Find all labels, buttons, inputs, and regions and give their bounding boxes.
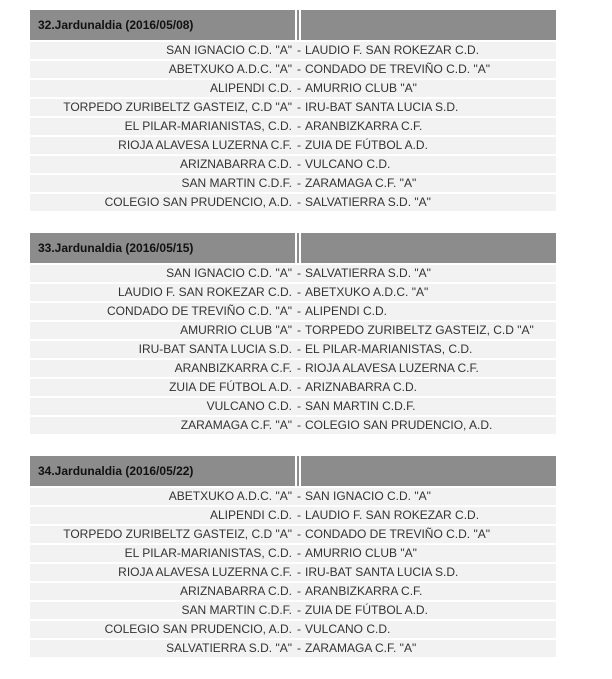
away-team: IRU-BAT SANTA LUCIA S.D. [305,100,459,114]
match-row [30,524,556,543]
home-team: CONDADO DE TREVIÑO C.D. "A" [107,304,292,318]
match-row [30,320,556,339]
match-row [30,263,556,282]
away-team: IRU-BAT SANTA LUCIA S.D. [305,565,459,579]
match-separator: - [297,342,301,356]
match-row [30,358,556,377]
match-row [30,301,556,320]
match-row [30,415,556,434]
match-row [30,581,556,600]
away-team: VULCANO C.D. [305,622,391,636]
match-separator: - [297,641,301,655]
away-team: SAN MARTIN C.D.F. [305,399,416,413]
match-separator: - [297,43,301,57]
away-team: ZARAMAGA C.F. "A" [305,176,417,190]
away-team: ARANBIZKARRA C.F. [305,119,423,133]
home-team: SAN IGNACIO C.D. "A" [166,43,292,57]
match-row [30,339,556,358]
match-row [30,619,556,638]
match-row [30,135,556,154]
home-team: AMURRIO CLUB "A" [180,323,292,337]
home-team: RIOJA ALAVESA LUZERNA C.F. [118,565,292,579]
fixtures-list [30,10,556,679]
round-header [30,10,556,40]
match-separator: - [297,361,301,375]
match-separator: - [297,508,301,522]
match-separator: - [297,62,301,76]
match-separator: - [297,119,301,133]
home-team: ARIZNABARRA C.D. [179,584,292,598]
round-section [30,233,556,434]
match-separator: - [297,285,301,299]
away-team: SALVATIERRA S.D. "A" [305,195,431,209]
home-team: ALIPENDI C.D. [209,508,292,522]
away-team: LAUDIO F. SAN ROKEZAR C.D. [305,43,480,57]
match-separator: - [297,138,301,152]
away-team: CONDADO DE TREVIÑO C.D. "A" [305,62,490,76]
match-row [30,396,556,415]
away-team: VULCANO C.D. [305,157,391,171]
match-row [30,282,556,301]
away-team: ZUIA DE FÚTBOL A.D. [305,603,428,617]
round-section [30,456,556,657]
away-team: ARANBIZKARRA C.F. [305,584,423,598]
round-header [30,233,556,263]
match-row [30,59,556,78]
match-separator: - [297,176,301,190]
away-team: ARIZNABARRA C.D. [305,380,418,394]
home-team: LAUDIO F. SAN ROKEZAR C.D. [117,285,292,299]
header-blank-cell [301,233,556,263]
away-team: ALIPENDI C.D. [305,304,388,318]
home-team: SAN MARTIN C.D.F. [181,603,292,617]
match-separator: - [297,603,301,617]
match-separator: - [297,380,301,394]
match-separator: - [297,323,301,337]
round-title: 33.Jardunaldia (2016/05/15) [38,241,194,255]
match-separator: - [297,622,301,636]
match-separator: - [297,157,301,171]
home-team: TORPEDO ZURIBELTZ GASTEIZ, C.D "A" [63,527,292,541]
home-team: EL PILAR-MARIANISTAS, C.D. [124,546,292,560]
home-team: ABETXUKO A.D.C. "A" [168,62,292,76]
round-title: 34.Jardunaldia (2016/05/22) [38,464,194,478]
match-row [30,97,556,116]
away-team: COLEGIO SAN PRUDENCIO, A.D. [305,418,493,432]
home-team: ALIPENDI C.D. [209,81,292,95]
away-team: RIOJA ALAVESA LUZERNA C.F. [305,361,479,375]
home-team: IRU-BAT SANTA LUCIA S.D. [138,342,292,356]
home-team: EL PILAR-MARIANISTAS, C.D. [124,119,292,133]
home-team: TORPEDO ZURIBELTZ GASTEIZ, C.D "A" [63,100,292,114]
away-team: SAN IGNACIO C.D. "A" [305,489,431,503]
match-row [30,154,556,173]
match-row [30,600,556,619]
home-team: COLEGIO SAN PRUDENCIO, A.D. [104,195,292,209]
match-row [30,638,556,657]
home-team: SAN MARTIN C.D.F. [181,176,292,190]
match-row [30,543,556,562]
header-blank-cell [301,456,556,486]
match-separator: - [297,81,301,95]
match-separator: - [297,100,301,114]
home-team: COLEGIO SAN PRUDENCIO, A.D. [104,622,292,636]
away-team: CONDADO DE TREVIÑO C.D. "A" [305,527,490,541]
home-team: RIOJA ALAVESA LUZERNA C.F. [118,138,292,152]
round-title: 32.Jardunaldia (2016/05/08) [38,18,194,32]
match-row [30,486,556,505]
away-team: SALVATIERRA S.D. "A" [305,266,431,280]
match-row [30,78,556,97]
match-row [30,505,556,524]
home-team: ZARAMAGA C.F. "A" [180,418,292,432]
home-team: ZUIA DE FÚTBOL A.D. [169,380,292,394]
match-separator: - [297,399,301,413]
match-row [30,40,556,59]
home-team: ARIZNABARRA C.D. [179,157,292,171]
match-separator: - [297,565,301,579]
away-team: AMURRIO CLUB "A" [305,81,417,95]
match-row [30,116,556,135]
match-separator: - [297,489,301,503]
match-separator: - [297,304,301,318]
home-team: ARANBIZKARRA C.F. [174,361,292,375]
away-team: ZUIA DE FÚTBOL A.D. [305,138,428,152]
match-separator: - [297,527,301,541]
match-separator: - [297,195,301,209]
away-team: ZARAMAGA C.F. "A" [305,641,417,655]
home-team: ABETXUKO A.D.C. "A" [168,489,292,503]
round-header [30,456,556,486]
match-separator: - [297,418,301,432]
match-row [30,173,556,192]
away-team: ABETXUKO A.D.C. "A" [305,285,429,299]
header-blank-cell [301,10,556,40]
match-separator: - [297,546,301,560]
match-row [30,562,556,581]
home-team: VULCANO C.D. [206,399,292,413]
away-team: AMURRIO CLUB "A" [305,546,417,560]
match-row [30,192,556,211]
match-separator: - [297,584,301,598]
away-team: LAUDIO F. SAN ROKEZAR C.D. [305,508,480,522]
home-team: SALVATIERRA S.D. "A" [166,641,292,655]
home-team: SAN IGNACIO C.D. "A" [166,266,292,280]
round-section [30,10,556,211]
away-team: TORPEDO ZURIBELTZ GASTEIZ, C.D "A" [305,323,534,337]
match-row [30,377,556,396]
away-team: EL PILAR-MARIANISTAS, C.D. [305,342,473,356]
match-separator: - [297,266,301,280]
